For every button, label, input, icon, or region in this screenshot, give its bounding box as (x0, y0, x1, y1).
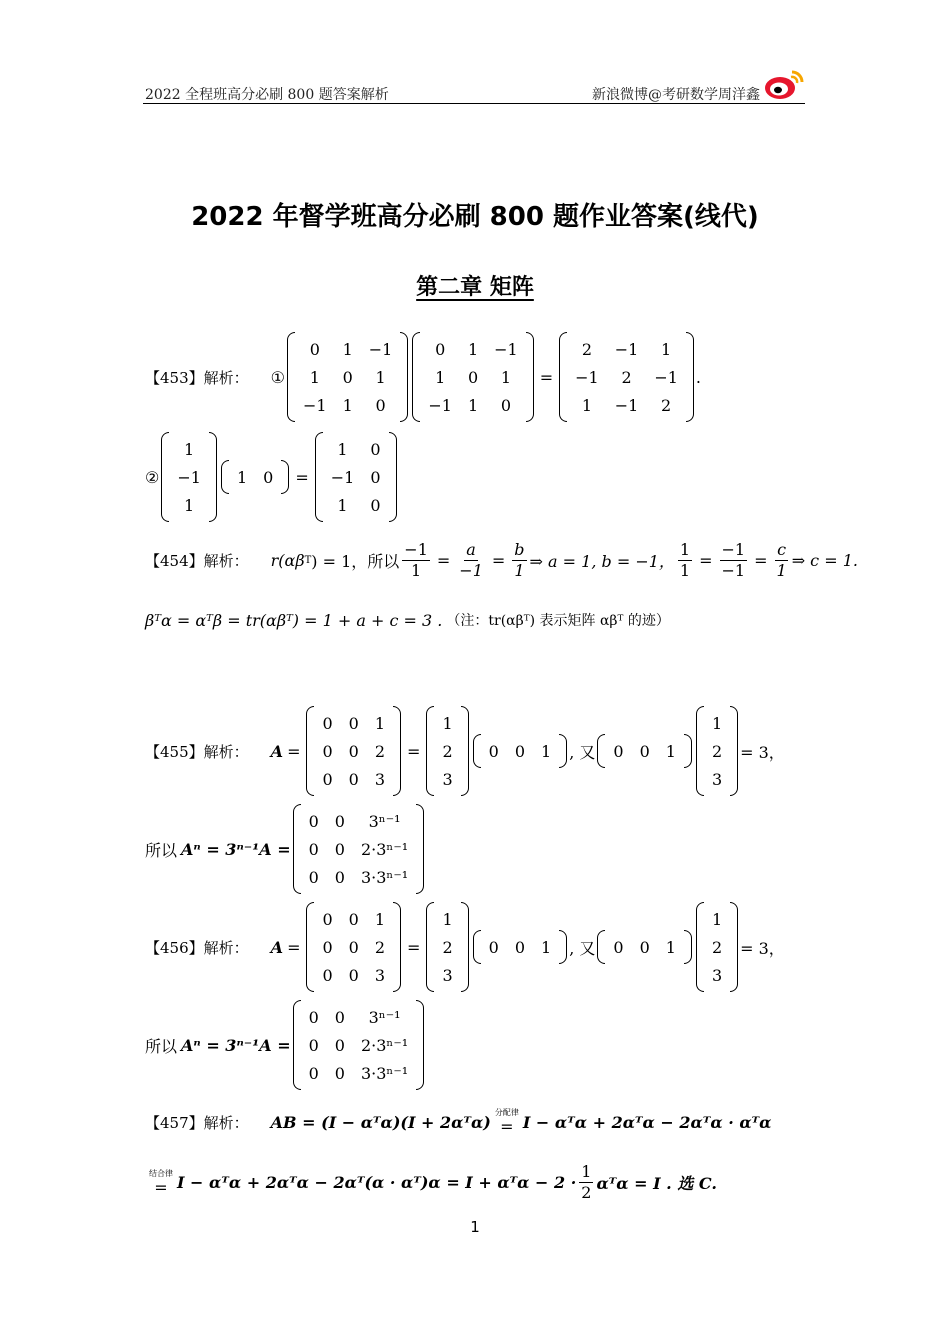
expr: I − αᵀα + 2αᵀα − 2αᵀα · αᵀα (522, 1112, 772, 1132)
matrix: 0 0 3ⁿ⁻¹ 0 0 2·3ⁿ⁻¹ 0 0 3·3ⁿ⁻¹ (293, 1000, 425, 1090)
chapter-title: 第二章 矩阵 (416, 275, 534, 300)
matrix: 0 1 −1 1 0 1 −1 1 0 (412, 332, 533, 422)
matrix: 0 1 −1 1 0 1 −1 1 0 (287, 332, 408, 422)
matrix: 0 0 1 (473, 930, 568, 964)
expr: ⇒ a = 1, b = −1， (529, 552, 675, 571)
page-title: 2022 年督学班高分必刷 800 题作业答案(线代) (191, 202, 759, 232)
associative-equals: 结合律 = (149, 1168, 173, 1197)
problem-label: 【453】解析： (145, 368, 249, 387)
problem-457-line1 (145, 1108, 771, 1136)
fraction: $\frac{-1}{1}$ (404, 540, 428, 580)
problem-455-line2 (145, 804, 426, 894)
expr: αᵀα = I . 选 C. (596, 1174, 717, 1193)
matrix: 1 0 (221, 460, 289, 494)
circled-one: ① (270, 367, 285, 387)
expr: Aⁿ = 3ⁿ⁻¹A = (181, 839, 291, 859)
header-right: 新浪微博@考研数学周洋鑫 (592, 87, 760, 103)
expr: , 又 (569, 742, 596, 762)
problem-label: 【455】解析： (145, 742, 249, 761)
expr: I − αᵀα + 2αᵀα − 2αᵀ(α · αᵀ)α = I + αᵀα − 2 · (177, 1173, 577, 1192)
matrix: 1 0 −1 0 1 0 (315, 432, 397, 522)
expr: = 3， (740, 938, 785, 958)
problem-454-line2 (145, 610, 670, 630)
matrix: 0 0 1 0 0 2 0 0 3 (306, 706, 401, 796)
matrix: 0 0 1 0 0 2 0 0 3 (306, 902, 401, 992)
expr: AB = (I − αᵀα)(I + 2αᵀα) (270, 1112, 491, 1132)
problem-label: 【457】解析： (145, 1113, 249, 1132)
matrix: 0 0 1 (597, 734, 692, 768)
fraction: $\frac{a}{-1}$ (459, 540, 483, 580)
page-number: 1 (470, 1218, 480, 1236)
problem-456-line2 (145, 1000, 426, 1090)
distributive-equals: 分配律 = (494, 1108, 519, 1136)
matrix: 1 2 3 (426, 706, 468, 796)
problem-457-line2 (145, 1162, 717, 1203)
problem-456-line1: 【456】解析： A = 0 0 1 0 0 2 0 0 3 = 1 2 3 0 0 1 , 又 0 0 1 1 2 3 = 3， (145, 902, 785, 992)
matrix: 1 2 3 (696, 902, 738, 992)
matrix: 1 −1 1 (161, 432, 217, 522)
expr: = 3， (740, 742, 785, 762)
header-rule (143, 103, 805, 104)
fraction: $\frac{c}{1}$ (776, 540, 787, 580)
matrix: 2 −1 1 −1 2 −1 1 −1 2 (559, 332, 694, 422)
expr: , 又 (569, 938, 596, 958)
header-left: 2022 全程班高分必刷 800 题答案解析 (145, 87, 389, 103)
note: （注：tr(αβᵀ) 表示矩阵 αβᵀ 的迹） (446, 613, 670, 629)
expr: βᵀα = αᵀβ = tr(αβᵀ) = 1 + a + c = 3 . (145, 610, 443, 630)
problem-label: 【454】解析： (145, 552, 249, 570)
expr: ) = 1，所以 (311, 552, 400, 571)
matrix: 0 0 1 (473, 734, 568, 768)
matrix: 0 0 3ⁿ⁻¹ 0 0 2·3ⁿ⁻¹ 0 0 3·3ⁿ⁻¹ (293, 804, 425, 894)
problem-455-line1: 【455】解析： A = 0 0 1 0 0 2 0 0 3 = 1 2 3 0 0 1 , 又 0 0 1 1 2 3 = 3， (145, 706, 785, 796)
expr: T (304, 555, 312, 566)
expr: r(αβ (270, 551, 305, 570)
problem-453-line1: 【453】解析： ① 0 1 −1 1 0 1 −1 1 0 0 1 −1 1 0 1 −1 1 0 = 2 −1 1 −1 2 −1 1 −1 2 . (145, 332, 701, 422)
weibo-logo-icon (762, 66, 806, 102)
matrix: 0 0 1 (597, 930, 692, 964)
problem-453-line2: ② 1 −1 1 1 0 = 1 0 −1 0 1 0 (145, 432, 399, 522)
problem-454-line1: 【454】解析： r(αβ T ) = 1，所以 $\frac{-1}{1}$ = $\frac{a}{-1}$ = $\frac{b}{1}$ ⇒ a = 1, b = −1， $\frac{1}{1}$ = $\frac{-1}{-1}$ = $\frac{c}{1}$ ⇒ c = 1. (145, 540, 858, 580)
expr: Aⁿ = 3ⁿ⁻¹A = (181, 1035, 291, 1055)
matrix: 1 2 3 (426, 902, 468, 992)
expr: 所以 (145, 1036, 178, 1056)
fraction: $\frac{1}{2}$ (581, 1162, 592, 1202)
fraction: $\frac{b}{1}$ (514, 540, 525, 580)
matrix: 1 2 3 (696, 706, 738, 796)
circled-two: ② (145, 467, 160, 487)
problem-label: 【456】解析： (145, 938, 249, 957)
fraction: $\frac{1}{1}$ (679, 540, 691, 580)
fraction: $\frac{-1}{-1}$ (721, 540, 746, 580)
expr: ⇒ c = 1. (791, 551, 858, 570)
expr: 所以 (145, 840, 178, 860)
